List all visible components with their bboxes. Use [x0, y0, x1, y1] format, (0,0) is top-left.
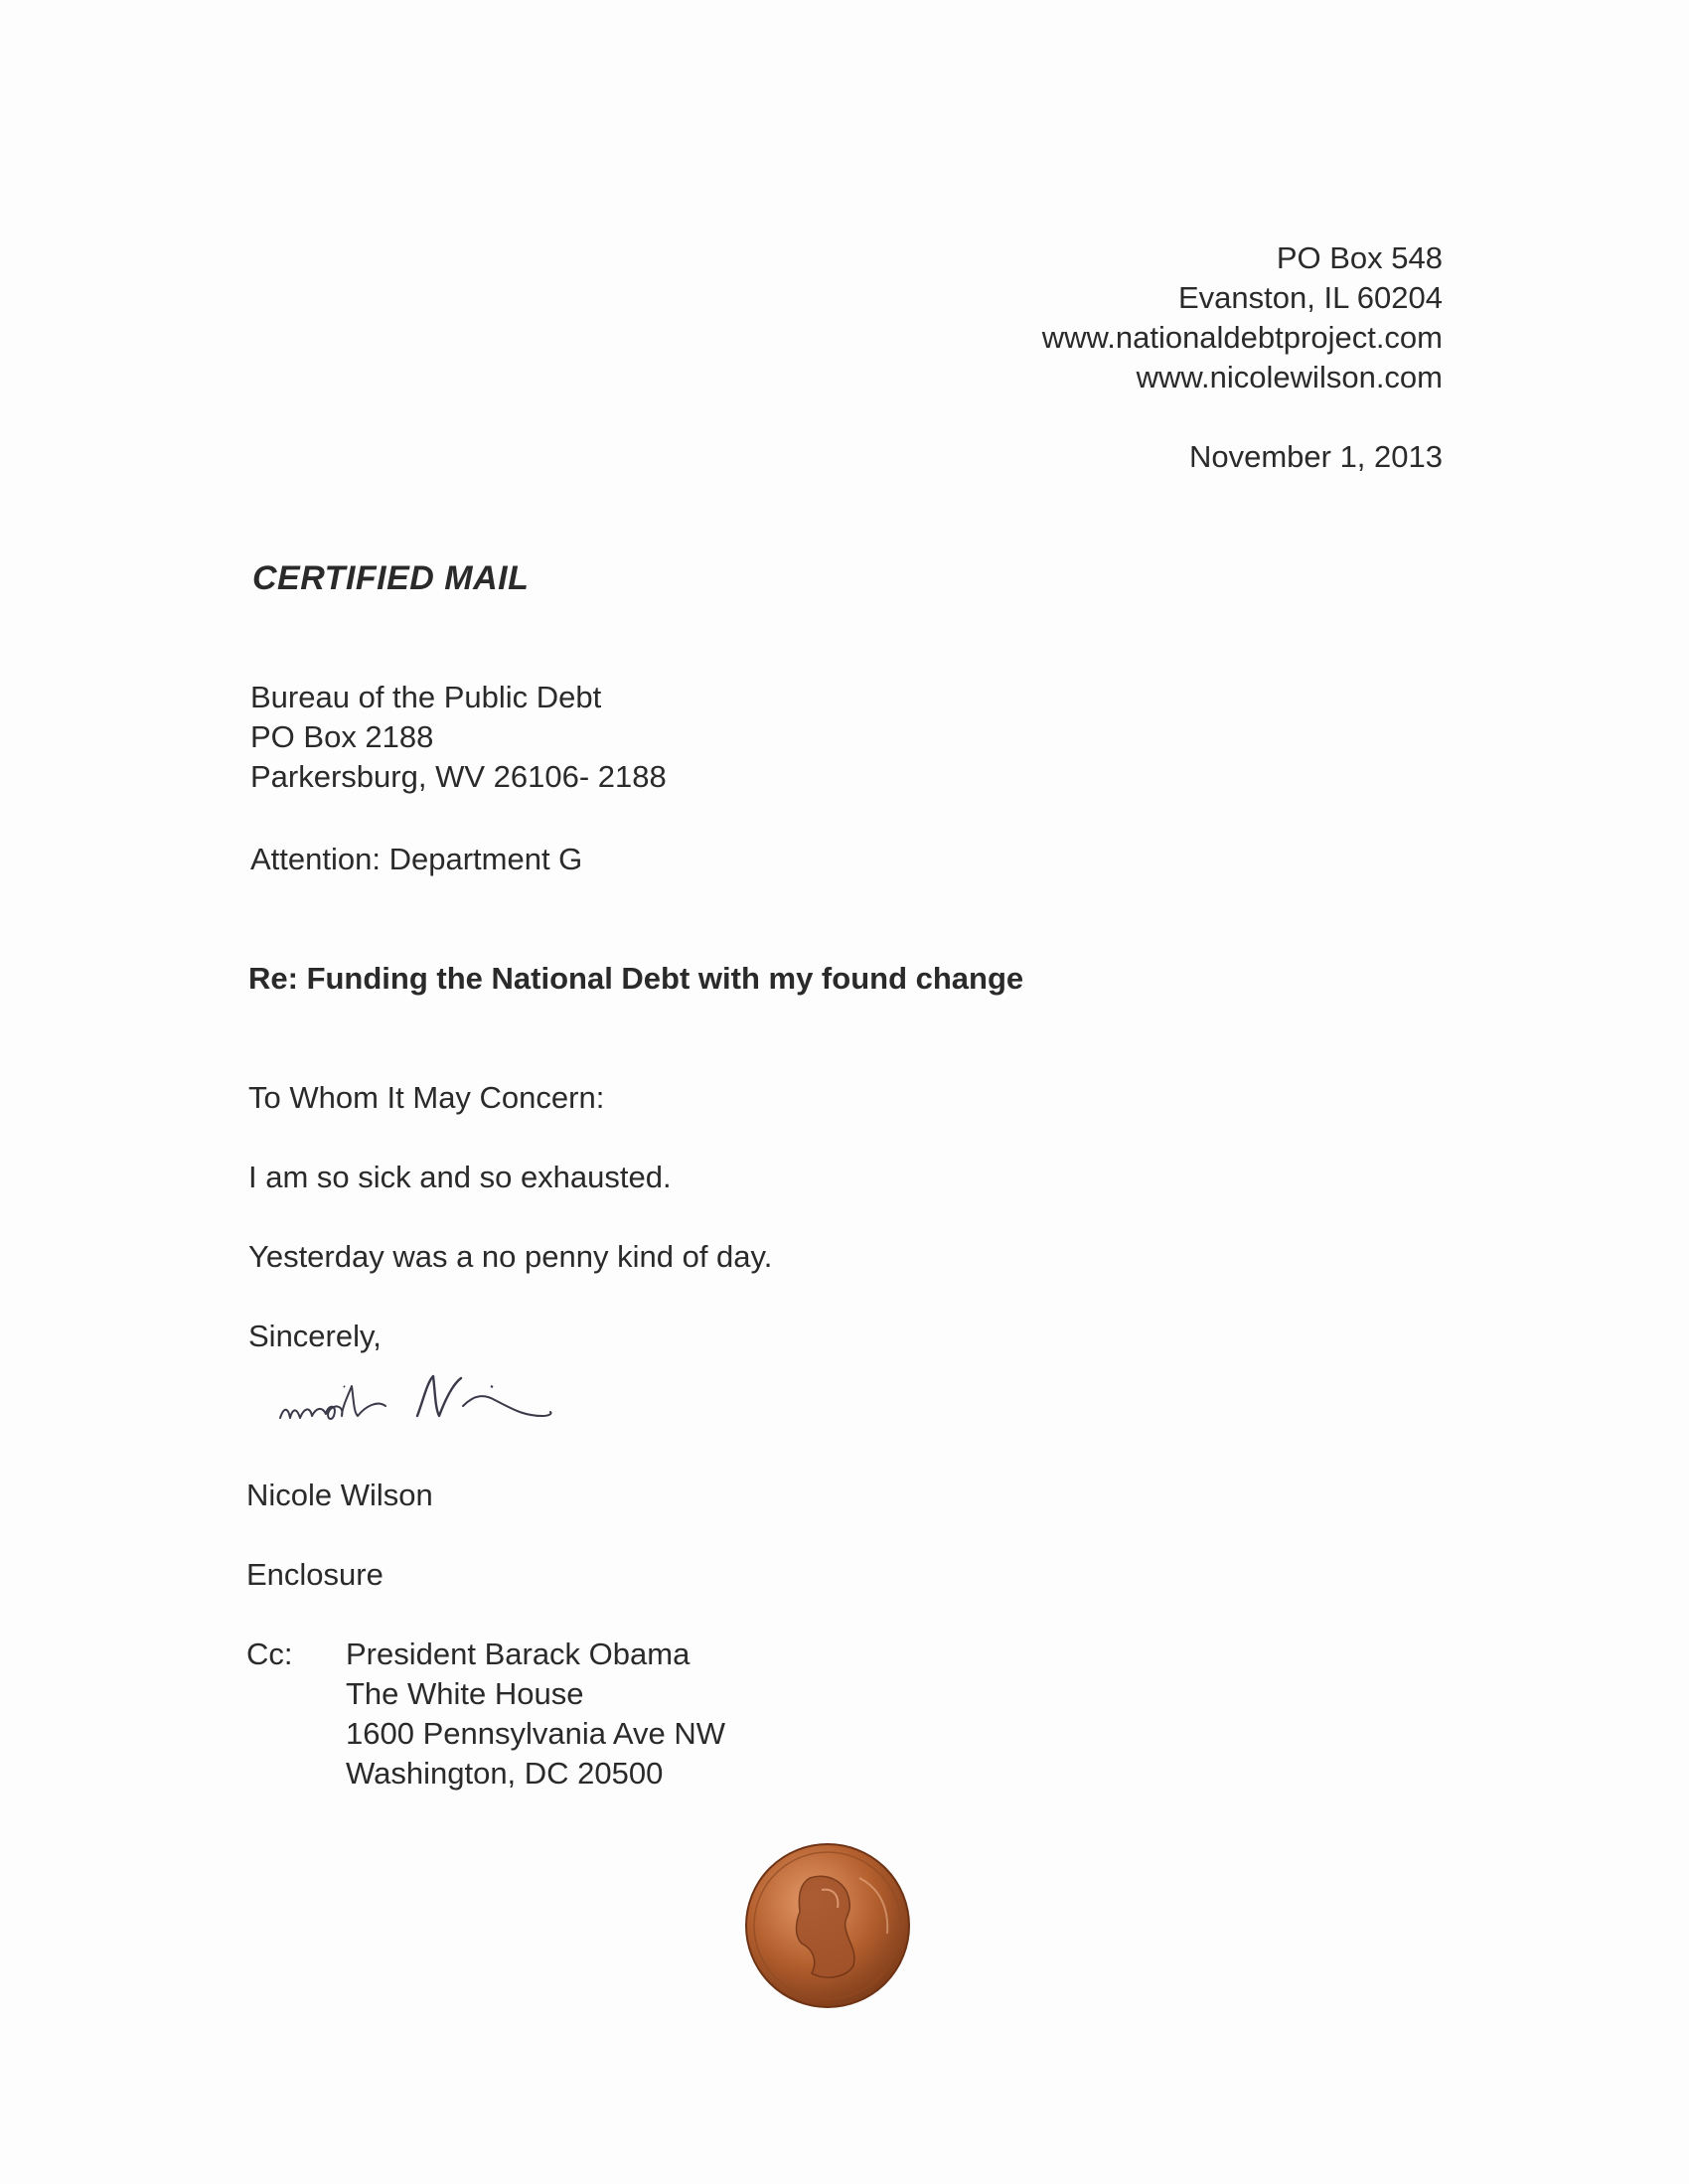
penny-coin-icon: [740, 1838, 919, 2017]
signature-icon: [268, 1356, 666, 1446]
sender-line: www.nicolewilson.com: [1136, 360, 1443, 394]
salutation: To Whom It May Concern:: [248, 1080, 605, 1115]
cc-label: Cc:: [246, 1637, 293, 1671]
enclosure-note: Enclosure: [246, 1557, 384, 1592]
recipient-line: PO Box 2188: [250, 719, 434, 754]
recipient-address: [250, 678, 667, 797]
sender-line: Evanston, IL 60204: [1178, 280, 1443, 315]
closing: Sincerely,: [248, 1319, 382, 1353]
cc-line: 1600 Pennsylvania Ave NW: [346, 1716, 725, 1751]
delivery-method: CERTIFIED MAIL: [252, 559, 530, 597]
cc-address: [346, 1635, 725, 1794]
recipient-line: Bureau of the Public Debt: [250, 680, 602, 714]
cc-line: President Barack Obama: [346, 1637, 691, 1671]
sender-line: www.nationaldebtproject.com: [1041, 320, 1443, 355]
body-paragraph: I am so sick and so exhausted.: [248, 1160, 672, 1194]
recipient-line: Parkersburg, WV 26106- 2188: [250, 759, 667, 794]
cc-line: Washington, DC 20500: [346, 1756, 664, 1791]
cc-line: The White House: [346, 1676, 584, 1711]
letter-date: November 1, 2013: [1188, 439, 1443, 474]
sender-line: PO Box 548: [1276, 240, 1443, 275]
subject-line: Re: Funding the National Debt with my found change: [248, 961, 1024, 996]
sender-address: [1042, 238, 1443, 397]
attention-line: Attention: Department G: [250, 842, 583, 876]
signer-name: Nicole Wilson: [246, 1478, 433, 1512]
body-paragraph: Yesterday was a no penny kind of day.: [248, 1239, 773, 1274]
